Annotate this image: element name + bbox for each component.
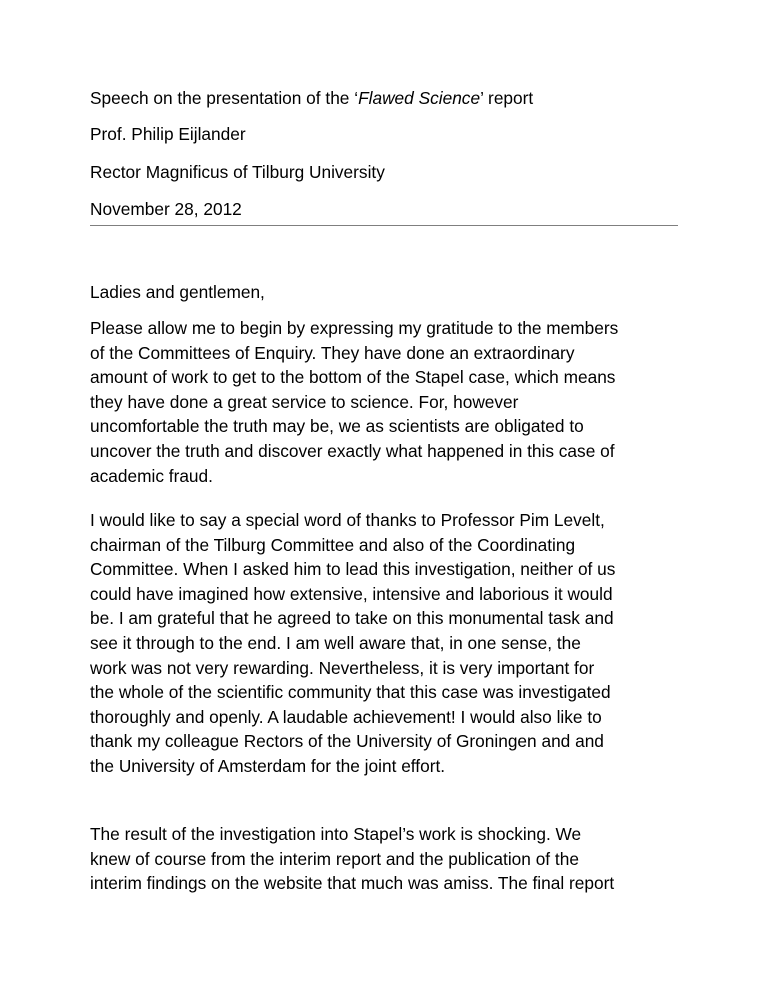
paragraph-gratitude [90, 316, 678, 488]
speaker-name: Prof. Philip Eijlander [90, 124, 246, 144]
paragraph-line: could have imagined how extensive, intensive and laborious it would [90, 583, 613, 604]
speaker-role: Rector Magnificus of Tilburg University [90, 162, 385, 182]
paragraph-line: The result of the investigation into Stapel’s work is shocking. We [90, 824, 582, 844]
title-suffix: ’ report [480, 88, 534, 108]
title-prefix: Speech on the presentation of the ‘ [90, 88, 359, 108]
salutation: Ladies and gentlemen, [90, 282, 265, 302]
paragraph-line: interim findings on the website that much was amiss. The final report [90, 873, 615, 894]
paragraph-line: the University of Amsterdam for the joint effort. [90, 755, 446, 776]
paragraph-line: I would like to say a special word of thanks to Professor Pim Levelt, [90, 510, 605, 530]
paragraph-line: thank my colleague Rectors of the University of Groningen and and [90, 731, 604, 752]
paragraph-line: chairman of the Tilburg Committee and also of the Coordinating [90, 534, 576, 555]
speech-date: November 28, 2012 [90, 199, 242, 219]
paragraph-line: Please allow me to begin by expressing my gratitude to the members [90, 318, 619, 338]
paragraph-line: amount of work to get to the bottom of the Stapel case, which means [90, 367, 616, 388]
paragraph-line: be. I am grateful that he agreed to take on this monumental task and [90, 608, 614, 629]
paragraph-line: knew of course from the interim report and the publication of the [90, 848, 579, 869]
report-name: Flawed Science [358, 88, 481, 108]
paragraph-line: uncomfortable the truth may be, we as scientists are obligated to [90, 416, 584, 437]
paragraph-thanks [90, 508, 678, 779]
header-divider [90, 225, 678, 226]
paragraph-line: academic fraud. [90, 465, 213, 486]
speech-title [90, 87, 533, 109]
paragraph-line: the whole of the scientific community that this case was investigated [90, 682, 611, 703]
paragraph-line: they have done a great service to science. For, however [90, 391, 519, 412]
paragraph-line: of the Committees of Enquiry. They have done an extraordinary [90, 342, 575, 363]
paragraph-line: see it through to the end. I am well aware that, in one sense, the [90, 632, 581, 653]
paragraph-line: thoroughly and openly. A laudable achievement! I would also like to [90, 706, 602, 727]
paragraph-line: work was not very rewarding. Nevertheless, it is very important for [90, 657, 595, 678]
paragraph-line: uncover the truth and discover exactly what happened in this case of [90, 440, 615, 461]
paragraph-line: Committee. When I asked him to lead this investigation, neither of us [90, 559, 616, 580]
paragraph-result [90, 822, 678, 896]
